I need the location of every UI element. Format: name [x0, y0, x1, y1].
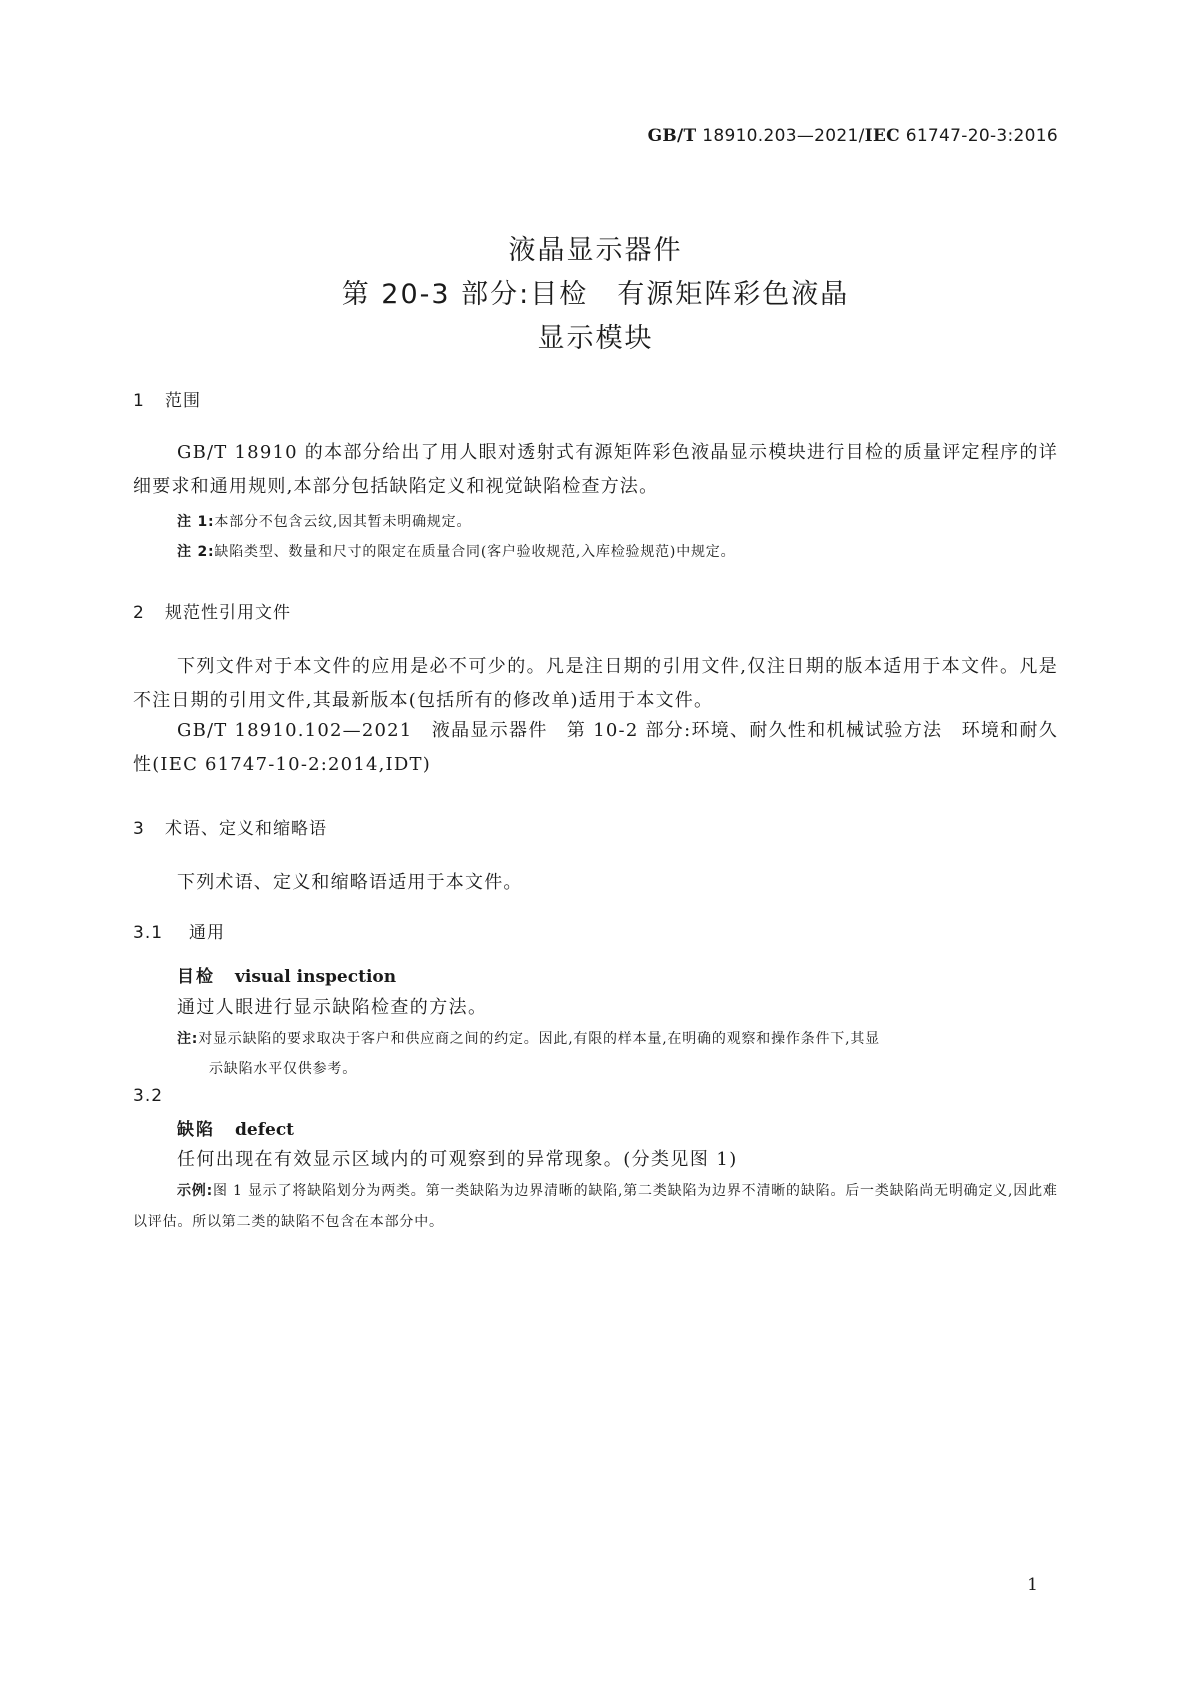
- iec-prefix: IEC: [864, 126, 900, 146]
- section-title: 范围: [165, 391, 201, 411]
- note-1: [177, 511, 471, 531]
- term-defect: [177, 1115, 294, 1140]
- note-label: 注 2:: [177, 544, 215, 560]
- standard-code-header: [648, 126, 1058, 146]
- example-label: 示例:: [177, 1183, 213, 1199]
- term-zh: 缺陷: [177, 1120, 215, 1140]
- term-en: defect: [235, 1120, 295, 1140]
- note-label: 注 1:: [177, 514, 215, 530]
- note-2: [177, 541, 735, 561]
- note-text: 本部分不包含云纹,因其暂未明确规定。: [214, 514, 472, 530]
- subsection-3-2-heading: [133, 1086, 189, 1106]
- term-definition: 任何出现在有效显示区域内的可观察到的异常现象。(分类见图 1): [177, 1149, 738, 1170]
- term-zh: 目检: [177, 967, 215, 987]
- term-visual-inspection: [177, 962, 396, 987]
- section-1-heading: [133, 386, 201, 411]
- term-en: visual inspection: [235, 967, 397, 987]
- section-number: 3.2: [133, 1086, 164, 1106]
- example-text: 图 1 显示了将缺陷划分为两类。第一类缺陷为边界清晰的缺陷,第二类缺陷为边界不清晰的缺陷。后一类缺陷尚无明确定义,因此难以评估。所以第二类的缺陷不包含在本部分中。: [133, 1183, 1058, 1230]
- std-prefix: GB/T: [647, 126, 697, 146]
- section-title: 通用: [189, 923, 225, 943]
- section-1-body: GB/T 18910 的本部分给出了用人眼对透射式有源矩阵彩色液晶显示模块进行目检的质量评定程序的详细要求和通用规则,本部分包括缺陷定义和视觉缺陷检查方法。: [133, 442, 1058, 497]
- page-number: 1: [1027, 1575, 1038, 1595]
- section-number: 1: [133, 391, 145, 411]
- section-2-body: 下列文件对于本文件的应用是必不可少的。凡是注日期的引用文件,仅注日期的版本适用于本文件。凡是不注日期的引用文件,其最新版本(包括所有的修改单)适用于本文件。: [133, 656, 1058, 711]
- example-paragraph: [133, 1176, 1058, 1238]
- std-number: 18910.203—2021/: [696, 126, 865, 146]
- title-line-2: 第 20-3 部分:目检 有源矩阵彩色液晶: [341, 279, 850, 310]
- note-text-line-2: 示缺陷水平仅供参考。: [209, 1061, 357, 1077]
- section-title: 规范性引用文件: [165, 603, 291, 623]
- title-line-1: 液晶显示器件: [508, 235, 683, 266]
- section-3-heading: [133, 814, 327, 839]
- note-label: 注:: [177, 1031, 199, 1047]
- section-number: 3: [133, 819, 145, 839]
- section-title: 术语、定义和缩略语: [165, 819, 327, 839]
- normative-reference: GB/T 18910.102—2021 液晶显示器件 第 10-2 部分:环境、耐久性和机械试验方法 环境和耐久性(IEC 61747-10-2:2014,IDT): [133, 720, 1058, 775]
- title-line-3: 显示模块: [537, 323, 654, 354]
- subsection-3-1-heading: [133, 918, 225, 943]
- section-number: 3.1: [133, 923, 164, 943]
- note-text-line-1: 对显示缺陷的要求取决于客户和供应商之间的约定。因此,有限的样本量,在明确的观察和操作条件下,其显: [198, 1031, 880, 1047]
- term-definition: 通过人眼进行显示缺陷检查的方法。: [177, 997, 488, 1018]
- section-number: 2: [133, 603, 145, 623]
- note-text: 缺陷类型、数量和尺寸的限定在质量合同(客户验收规范,入库检验规范)中规定。: [214, 544, 736, 560]
- iec-number: 61747-20-3:2016: [900, 126, 1058, 146]
- term-note: [177, 1024, 1057, 1084]
- section-3-body: 下列术语、定义和缩略语适用于本文件。: [177, 872, 523, 893]
- section-2-heading: [133, 598, 291, 623]
